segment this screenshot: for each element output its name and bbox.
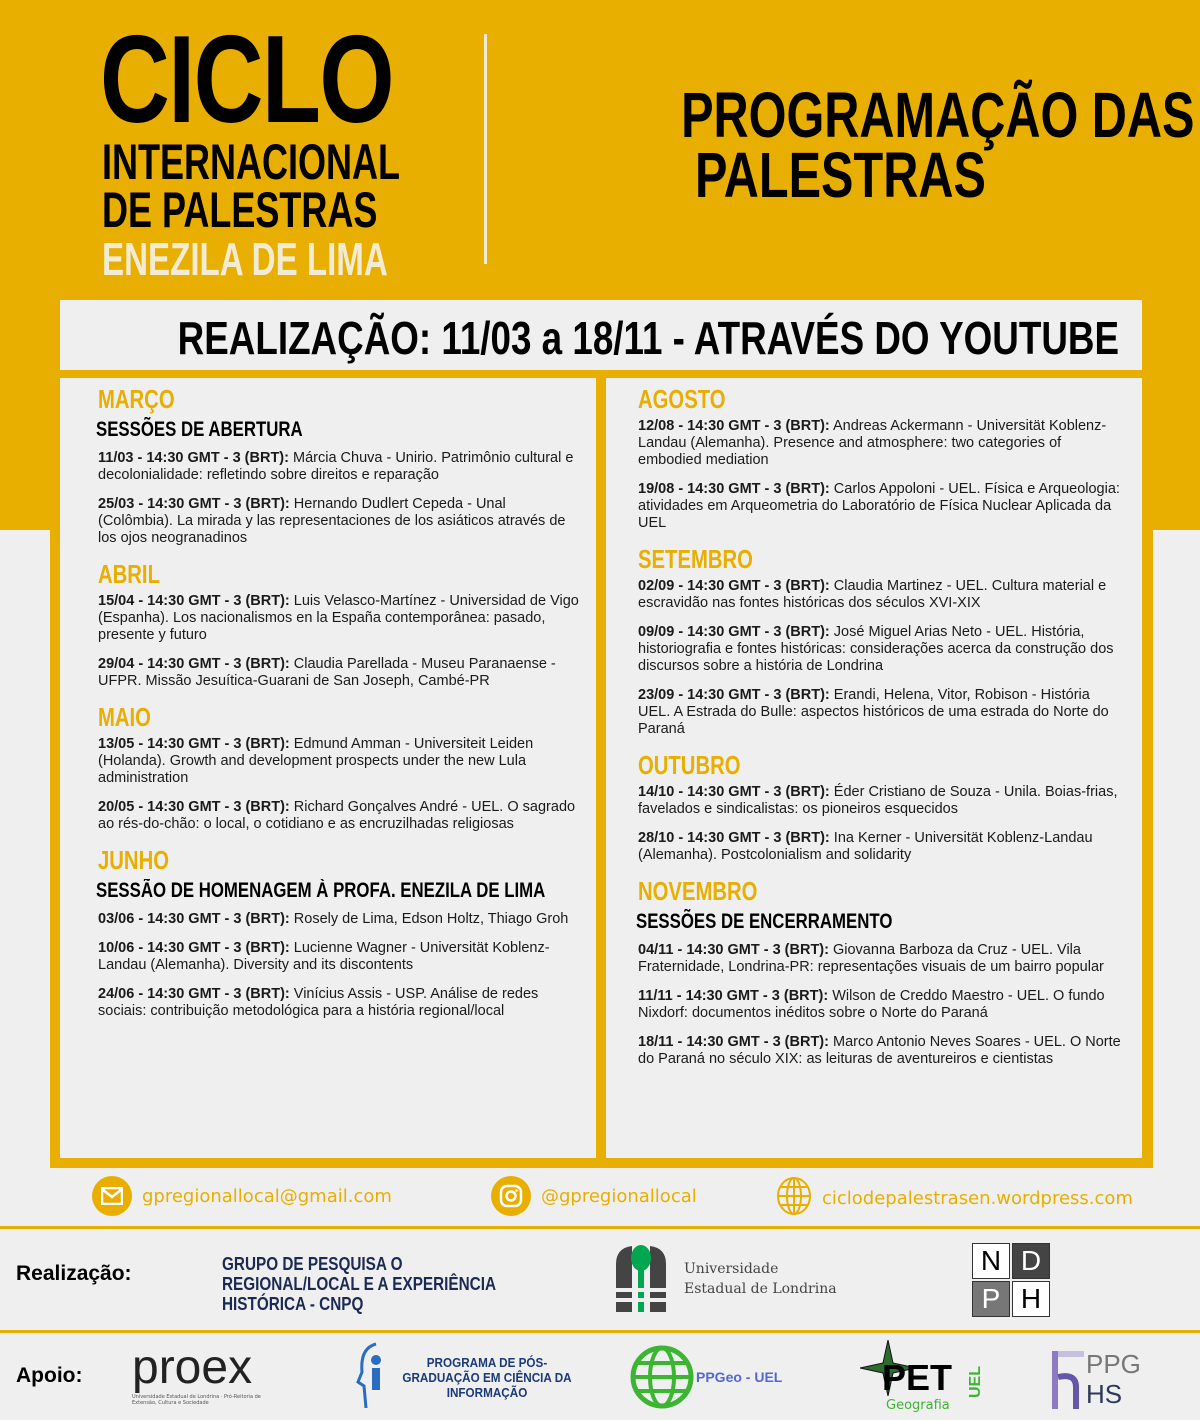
lecture-datetime: 29/04 - 14:30 GMT - 3 (BRT): [98, 656, 290, 672]
schedule-left-column [60, 378, 596, 1158]
month-heading: MARÇO [98, 384, 175, 414]
lecture-description: Vinícius Assis - USP. Análise de redes sociais: contribuição metodológica para a história regional/local [98, 986, 539, 1019]
lecture-datetime: 13/05 - 14:30 GMT - 3 (BRT): [98, 736, 290, 752]
lecture-datetime: 15/04 - 14:30 GMT - 3 (BRT): [98, 593, 290, 609]
lecture-entry [638, 784, 1123, 818]
lecture-description: Andreas Ackermann - Universität Koblenz-Landau (Alemanha). Presence and atmosphere: two categories of embodied mediation [638, 418, 1107, 468]
lecture-entry [98, 986, 583, 1020]
lecture-entry [98, 940, 583, 974]
month-heading: AGOSTO [638, 384, 726, 414]
mail-icon [92, 1176, 132, 1216]
pet-text: PET [882, 1357, 953, 1398]
dates-banner [60, 300, 1142, 370]
lecture-entry [638, 942, 1123, 976]
lecture-description: Claudia Parellada - Museu Paranaense - UFPR. Missão Jesuítica-Guarani de San Joseph, Cambé-PR [98, 656, 556, 689]
lecture-description: Erandi, Helena, Vitor, Robison - História UEL. A Estrada do Bulle: aspectos históricos de uma estrada do Norte do Paraná [638, 687, 1109, 737]
lecture-entry [98, 450, 583, 484]
instagram-icon [491, 1176, 531, 1216]
lecture-entry [638, 578, 1123, 612]
lecture-datetime: 23/09 - 14:30 GMT - 3 (BRT): [638, 687, 830, 703]
contact-instagram[interactable] [491, 1176, 697, 1216]
globe-icon [776, 1176, 812, 1221]
month-heading: SETEMBRO [638, 544, 753, 574]
proex-logo [132, 1342, 282, 1412]
lecture-datetime: 09/09 - 14:30 GMT - 3 (BRT): [638, 624, 830, 640]
pet-logo [860, 1340, 990, 1416]
title-de-palestras: DE PALESTRAS [102, 182, 378, 238]
lecture-description: Marco Antonio Neves Soares - UEL. O Norte do Paraná no século XIX: as leituras de aventureiros e cientistas [638, 1034, 1121, 1067]
lecture-description: Claudia Martinez - UEL. Cultura material e escravidão nas fontes históricas dos séculos XVI-XIX [638, 578, 1107, 611]
ndph-letter: P [972, 1281, 1010, 1317]
lecture-datetime: 02/09 - 14:30 GMT - 3 (BRT): [638, 578, 830, 594]
lecture-datetime: 11/11 - 14:30 GMT - 3 (BRT): [638, 988, 829, 1004]
lecture-description: Rosely de Lima, Edson Holtz, Thiago Groh [289, 911, 569, 927]
lecture-entry [98, 736, 583, 787]
title-internacional: INTERNACIONAL [102, 134, 400, 190]
month-heading: NOVEMBRO [638, 876, 758, 906]
lecture-description: Márcia Chuva - Unirio. Patrimônio cultural e decolonialidade: refletindo sobre direitos e reparação [98, 450, 574, 483]
divider [484, 34, 487, 264]
uel-logo [610, 1244, 837, 1314]
month-heading: JUNHO [98, 845, 169, 875]
lecture-entry [638, 830, 1123, 864]
ppghs-text-2: HS [1086, 1379, 1123, 1409]
realizacao-label: Realização: [16, 1262, 132, 1285]
banner-text: REALIZAÇÃO: 11/03 a 18/11 - ATRAVÉS DO YOUTUBE [177, 312, 1120, 364]
pet-subtitle: Geografia [886, 1398, 950, 1413]
ppgci-text: PROGRAMA DE PÓS-GRADUAÇÃO EM CIÊNCIA DA INFORMAÇÃO [402, 1354, 572, 1400]
lecture-entry [638, 481, 1123, 532]
proex-text: proex [132, 1341, 253, 1394]
head-icon [356, 1342, 392, 1412]
divider [0, 1226, 1200, 1229]
lecture-description: Luis Velasco-Martínez - Universidad de Vigo (Espanha). Los nacionalismos en la España contemporânea: pasado, presente y futuro [98, 593, 579, 643]
lecture-datetime: 11/03 - 14:30 GMT - 3 (BRT): [98, 450, 289, 466]
lecture-description: Edmund Amman - Universiteit Leiden (Holanda). Growth and development prospects under the new Lula administration [98, 736, 534, 786]
lecture-description: José Miguel Arias Neto - UEL. História, historiografia e fontes históricas: considerações acerca da construção dos discursos sobre a história de Londrina [638, 624, 1114, 674]
session-heading: SESSÕES DE ABERTURA [96, 418, 303, 441]
program-title-line2: PALESTRAS [694, 139, 986, 211]
contacts-bar [0, 1176, 1200, 1218]
lecture-datetime: 19/08 - 14:30 GMT - 3 (BRT): [638, 481, 830, 497]
lecture-entry [98, 496, 583, 547]
lecture-description: Richard Gonçalves André - UEL. O sagrado ao rés-do-chão: o local, o cotidiano e as encruzilhadas religiosas [98, 799, 576, 832]
lecture-entry [638, 988, 1123, 1022]
ppghs-emblem-icon [1050, 1347, 1086, 1411]
proex-subtitle: Universidade Estadual de Londrina · Pró-Reitoria de Extensão, Cultura e Sociedade [132, 1394, 261, 1406]
lecture-datetime: 24/06 - 14:30 GMT - 3 (BRT): [98, 986, 290, 1002]
month-heading: OUTUBRO [638, 750, 741, 780]
instagram-link[interactable]: @gpregionallocal [541, 1185, 697, 1207]
pet-uel-text: UEL [967, 1366, 984, 1398]
lecture-datetime: 12/08 - 14:30 GMT - 3 (BRT): [638, 418, 830, 434]
lecture-description: Ina Kerner - Universität Koblenz-Landau (Alemanha). Postcolonialism and solidarity [638, 830, 1093, 863]
uel-name-1: Universidade [684, 1261, 779, 1277]
email-link[interactable]: gpregionallocal@gmail.com [142, 1185, 392, 1207]
apoio-label: Apoio: [16, 1364, 83, 1387]
schedule-right-column [606, 378, 1142, 1158]
title-enezila: ENEZILA DE LIMA [102, 233, 388, 285]
ndph-letter: N [972, 1243, 1010, 1279]
lecture-description: Carlos Appoloni - UEL. Física e Arqueologia: atividades em Arqueometria do Laboratório de Física Nuclear Aplicada da UEL [638, 481, 1120, 531]
lecture-entry [98, 911, 583, 928]
lecture-datetime: 18/11 - 14:30 GMT - 3 (BRT): [638, 1034, 829, 1050]
divider [0, 1330, 1200, 1333]
lecture-description: Lucienne Wagner - Universität Koblenz-Landau (Alemanha). Diversity and its discontents [98, 940, 550, 973]
ppgeo-logo [630, 1342, 782, 1412]
lecture-description: Éder Cristiano de Souza - Unila. Boias-frias, favelados e sindicalistas: os pioneiros esquecidos [638, 784, 1118, 817]
program-title-line1: PROGRAMAÇÃO DAS [681, 79, 1195, 151]
lecture-description: Wilson de Creddo Maestro - UEL. O fundo Nixdorf: documentos inéditos sobre o Norte do Paraná [638, 988, 1105, 1021]
research-group-logo: GRUPO DE PESQUISA O REGIONAL/LOCAL E A EXPERIÊNCIA HISTÓRICA - CNPQ [222, 1254, 496, 1314]
ppghs-logo [1050, 1344, 1141, 1414]
lecture-entry [638, 624, 1123, 675]
lecture-entry [98, 799, 583, 833]
globe-icon [630, 1345, 694, 1409]
lecture-description: Giovanna Barboza da Cruz - UEL. Vila Fraternidade, Londrina-PR: representações visuais de um bairro popular [638, 942, 1104, 975]
lecture-datetime: 14/10 - 14:30 GMT - 3 (BRT): [638, 784, 830, 800]
lecture-datetime: 03/06 - 14:30 GMT - 3 (BRT): [98, 911, 290, 927]
contact-email[interactable] [92, 1176, 392, 1216]
lecture-description: Hernando Dudlert Cepeda - Unal (Colômbia). La mirada y las representaciones de los asiáticos através de los ojos neogranadinos [98, 496, 566, 546]
ndph-letter: D [1012, 1243, 1050, 1279]
ppghs-text-1: PPG [1086, 1349, 1141, 1379]
ppgci-logo [356, 1342, 582, 1412]
lecture-entry [98, 593, 583, 644]
month-heading: MAIO [98, 702, 151, 732]
lecture-datetime: 04/11 - 14:30 GMT - 3 (BRT): [638, 942, 829, 958]
uel-emblem-icon [610, 1244, 672, 1314]
lecture-entry [98, 656, 583, 690]
ppgeo-text: PPGeo - UEL [696, 1369, 783, 1385]
lecture-entry [638, 687, 1123, 738]
uel-name-2: Estadual de Londrina [684, 1281, 837, 1297]
lecture-entry [638, 418, 1123, 469]
contact-website[interactable] [776, 1176, 1133, 1221]
lecture-datetime: 28/10 - 14:30 GMT - 3 (BRT): [638, 830, 830, 846]
program-title [600, 79, 1195, 211]
session-heading: SESSÕES DE ENCERRAMENTO [636, 910, 893, 933]
lecture-datetime: 20/05 - 14:30 GMT - 3 (BRT): [98, 799, 290, 815]
month-heading: ABRIL [98, 559, 160, 589]
session-heading: SESSÃO DE HOMENAGEM À PROFA. ENEZILA DE LIMA [96, 879, 546, 902]
title-ciclo: CICLO [100, 11, 394, 149]
lecture-entry [638, 1034, 1123, 1068]
lecture-datetime: 25/03 - 14:30 GMT - 3 (BRT): [98, 496, 290, 512]
website-link[interactable]: ciclodepalestrasen.wordpress.com [822, 1188, 1133, 1209]
lecture-datetime: 10/06 - 14:30 GMT - 3 (BRT): [98, 940, 290, 956]
ndph-logo [972, 1243, 1050, 1317]
ndph-letter: H [1012, 1281, 1050, 1317]
